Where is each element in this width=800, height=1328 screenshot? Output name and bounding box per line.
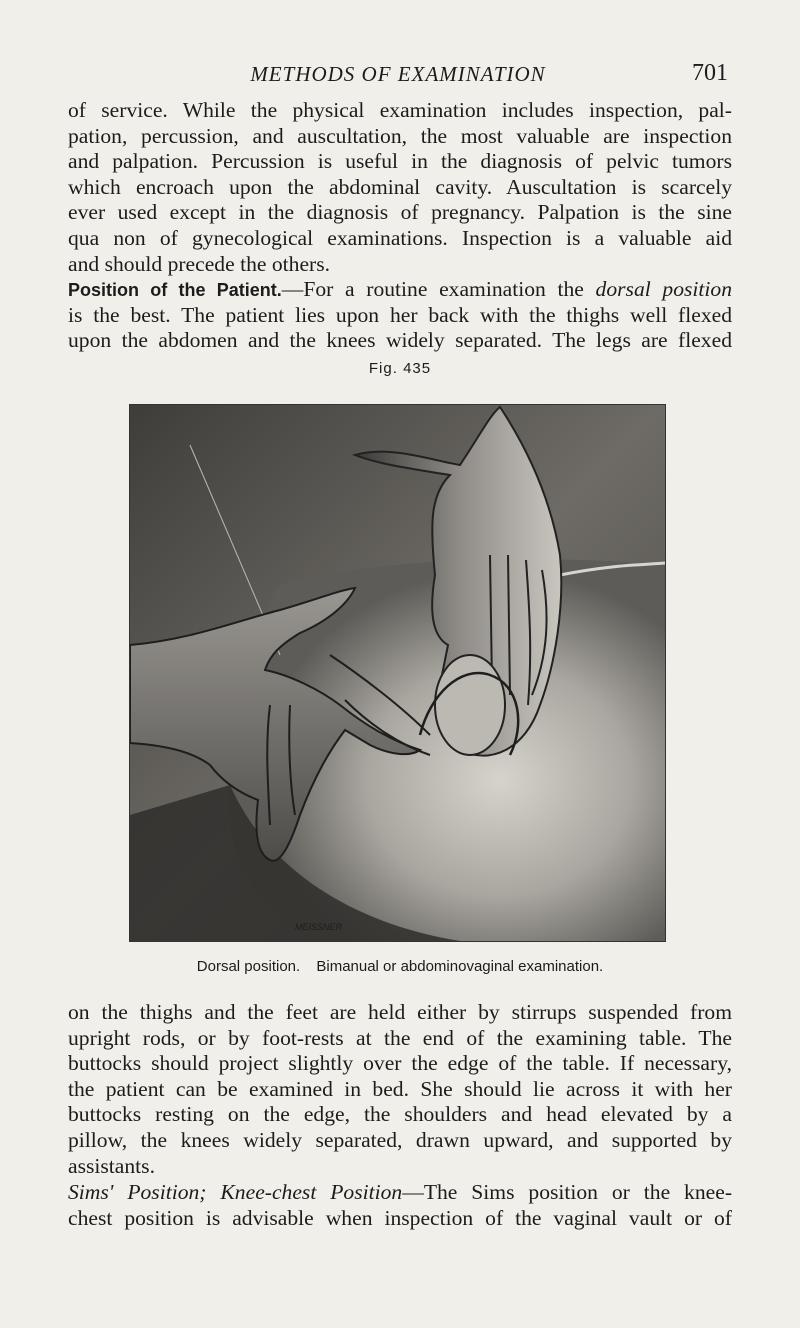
- text-line: and palpation. Percussion is useful in the diagnosis of pelvic tumors: [68, 149, 732, 174]
- text-line: is the best. The patient lies upon her back with the thighs well flexed: [68, 302, 732, 327]
- text-line: pation, percussion, and auscultation, the most valuable are inspection: [68, 123, 732, 148]
- paragraph-legs-flexed: [68, 1000, 732, 1179]
- italic-heading-knee-chest: Knee-chest Position: [220, 1180, 403, 1204]
- text-line: upon the abdomen and the knees widely separated. The legs are flexed: [68, 328, 732, 353]
- paragraph-sims-position: [68, 1180, 732, 1231]
- run-in-heading: Position of the Patient.: [68, 280, 282, 300]
- italic-heading-sims: Sims' Position;: [68, 1180, 207, 1204]
- text-line: the patient can be examined in bed. She should lie across it with her: [68, 1076, 732, 1101]
- text-line: which encroach upon the abdominal cavity. Auscultation is scarcely: [68, 174, 732, 199]
- text-line: pillow, the knees widely separated, drawn upward, and supported by: [68, 1127, 732, 1152]
- text-line: [68, 277, 732, 303]
- page-number: 701: [692, 60, 728, 86]
- paragraph-methods: [68, 98, 732, 277]
- text-line: buttocks resting on the edge, the shoulders and head elevated by a: [68, 1102, 732, 1127]
- paragraph-position-of-patient: [68, 277, 732, 354]
- figure-illustration: [129, 404, 666, 942]
- text-line: qua non of gynecological examinations. Inspection is a valuable aid: [68, 225, 732, 250]
- inline-text: —The Sims position or the knee-: [402, 1180, 733, 1204]
- text-line: ever used except in the diagnosis of pregnancy. Palpation is the sine: [68, 200, 732, 225]
- text-line: buttocks should project slightly over the edge of the table. If necessary,: [68, 1051, 732, 1076]
- text-line: chest position is advisable when inspection of the vaginal vault or of: [68, 1205, 732, 1230]
- inline-text: —For a routine examination the: [281, 277, 584, 301]
- text-line: and should precede the others.: [68, 251, 331, 276]
- caption-part-2: Bimanual or abdominovaginal examination.: [316, 958, 604, 975]
- figure-caption: [0, 958, 800, 975]
- text-line: assistants.: [68, 1153, 155, 1178]
- bimanual-exam-illustration: [130, 405, 665, 941]
- text-line: [68, 1180, 732, 1206]
- running-head: [68, 60, 728, 94]
- text-line: of service. While the physical examination includes inspection, pal-: [68, 98, 732, 122]
- artist-signature: MEISSNER: [295, 922, 343, 932]
- figure-label: Fig. 435: [368, 360, 432, 377]
- running-head-title: METHODS OF EXAMINATION: [250, 62, 546, 86]
- caption-part-1: Dorsal position.: [196, 958, 301, 975]
- text-line: on the thighs and the feet are held either by stirrups suspended from: [68, 1000, 732, 1024]
- text-line: upright rods, or by foot-rests at the end of the examining table. The: [68, 1025, 732, 1050]
- italic-term: dorsal position: [595, 277, 732, 301]
